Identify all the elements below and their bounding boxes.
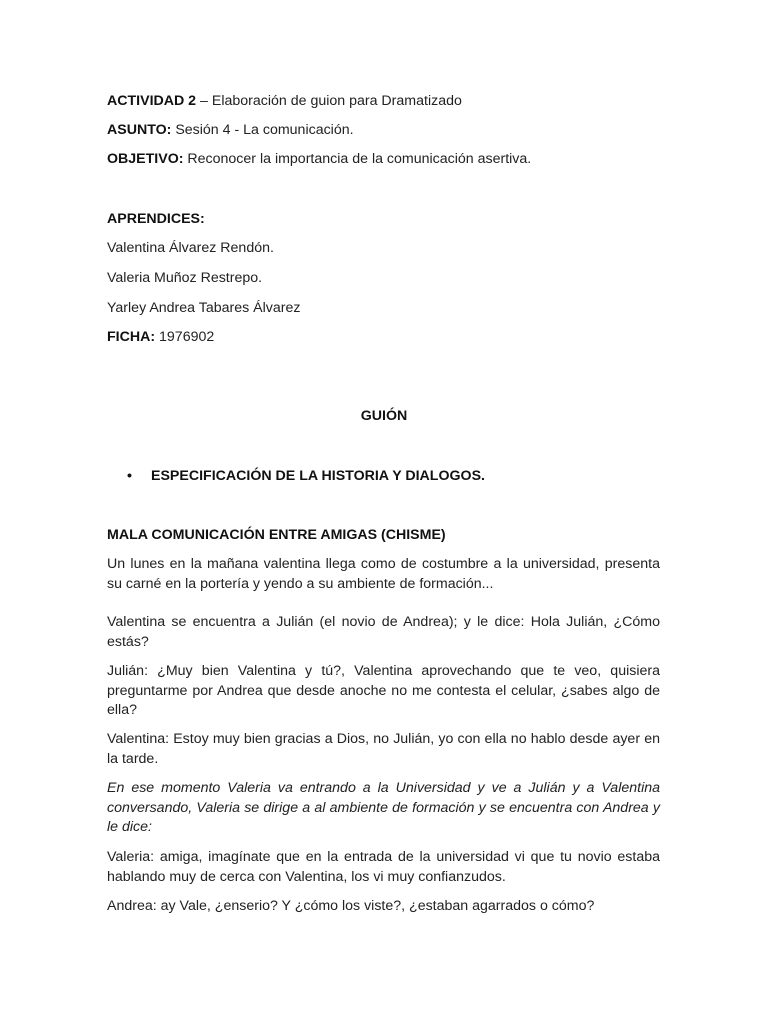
stage-direction: En ese momento Valeria va entrando a la Universidad y ve a Julián y a Valentina conversando, Valeria se dirige a al ambiente de formación y se encuentra con Andrea y le dice: bbox=[107, 780, 660, 835]
objetivo-text: Reconocer la importancia de la comunicación asertiva. bbox=[183, 151, 532, 167]
ficha-value: 1976902 bbox=[155, 329, 215, 345]
objetivo-label: OBJETIVO: bbox=[107, 151, 184, 167]
bullet-icon: • bbox=[127, 468, 132, 484]
asunto-label: ASUNTO: bbox=[107, 122, 172, 138]
section-title: MALA COMUNICACIÓN ENTRE AMIGAS (CHISME) bbox=[107, 527, 446, 543]
script-paragraph: Andrea: ay Vale, ¿enserio? Y ¿cómo los viste?, ¿estaban agarrados o cómo? bbox=[107, 898, 595, 914]
objetivo-line bbox=[107, 150, 531, 168]
script-paragraph: Valentina se encuentra a Julián (el novio de Andrea); y le dice: Hola Julián, ¿Cómo estás? bbox=[107, 614, 660, 650]
guion-title: GUIÓN bbox=[360, 408, 408, 424]
script-paragraph: Julián: ¿Muy bien Valentina y tú?, Valentina aprovechando que te veo, quisiera preguntarme por Andrea que desde anoche no me contesta el celular, ¿sabes algo de ella? bbox=[107, 663, 660, 718]
aprendices-label: APRENDICES: bbox=[107, 211, 205, 227]
aprendiz-name: Valeria Muñoz Restrepo. bbox=[107, 270, 263, 286]
script-paragraph: Valentina: Estoy muy bien gracias a Dios, no Julián, yo con ella no hablo desde ayer en la tarde. bbox=[107, 731, 660, 767]
aprendiz-name: Valentina Álvarez Rendón. bbox=[107, 240, 274, 256]
actividad-text: – Elaboración de guion para Dramatizado bbox=[196, 93, 462, 109]
bullet-item bbox=[127, 467, 485, 485]
actividad-line bbox=[107, 92, 462, 110]
asunto-text: Sesión 4 - La comunicación. bbox=[171, 122, 354, 138]
bullet-text: ESPECIFICACIÓN DE LA HISTORIA Y DIALOGOS. bbox=[151, 468, 485, 484]
aprendiz-name: Yarley Andrea Tabares Álvarez bbox=[107, 300, 301, 316]
script-paragraph: Valeria: amiga, imagínate que en la entrada de la universidad vi que tu novio estaba hablando muy de cerca con Valentina, los vi muy confianzudos. bbox=[107, 849, 660, 885]
ficha-label: FICHA: bbox=[107, 329, 156, 345]
script-paragraph: Un lunes en la mañana valentina llega como de costumbre a la universidad, presenta su carné en la portería y yendo a su ambiente de formación... bbox=[107, 556, 660, 592]
actividad-label: ACTIVIDAD 2 bbox=[107, 93, 197, 109]
ficha-line bbox=[107, 328, 214, 346]
asunto-line bbox=[107, 121, 354, 139]
